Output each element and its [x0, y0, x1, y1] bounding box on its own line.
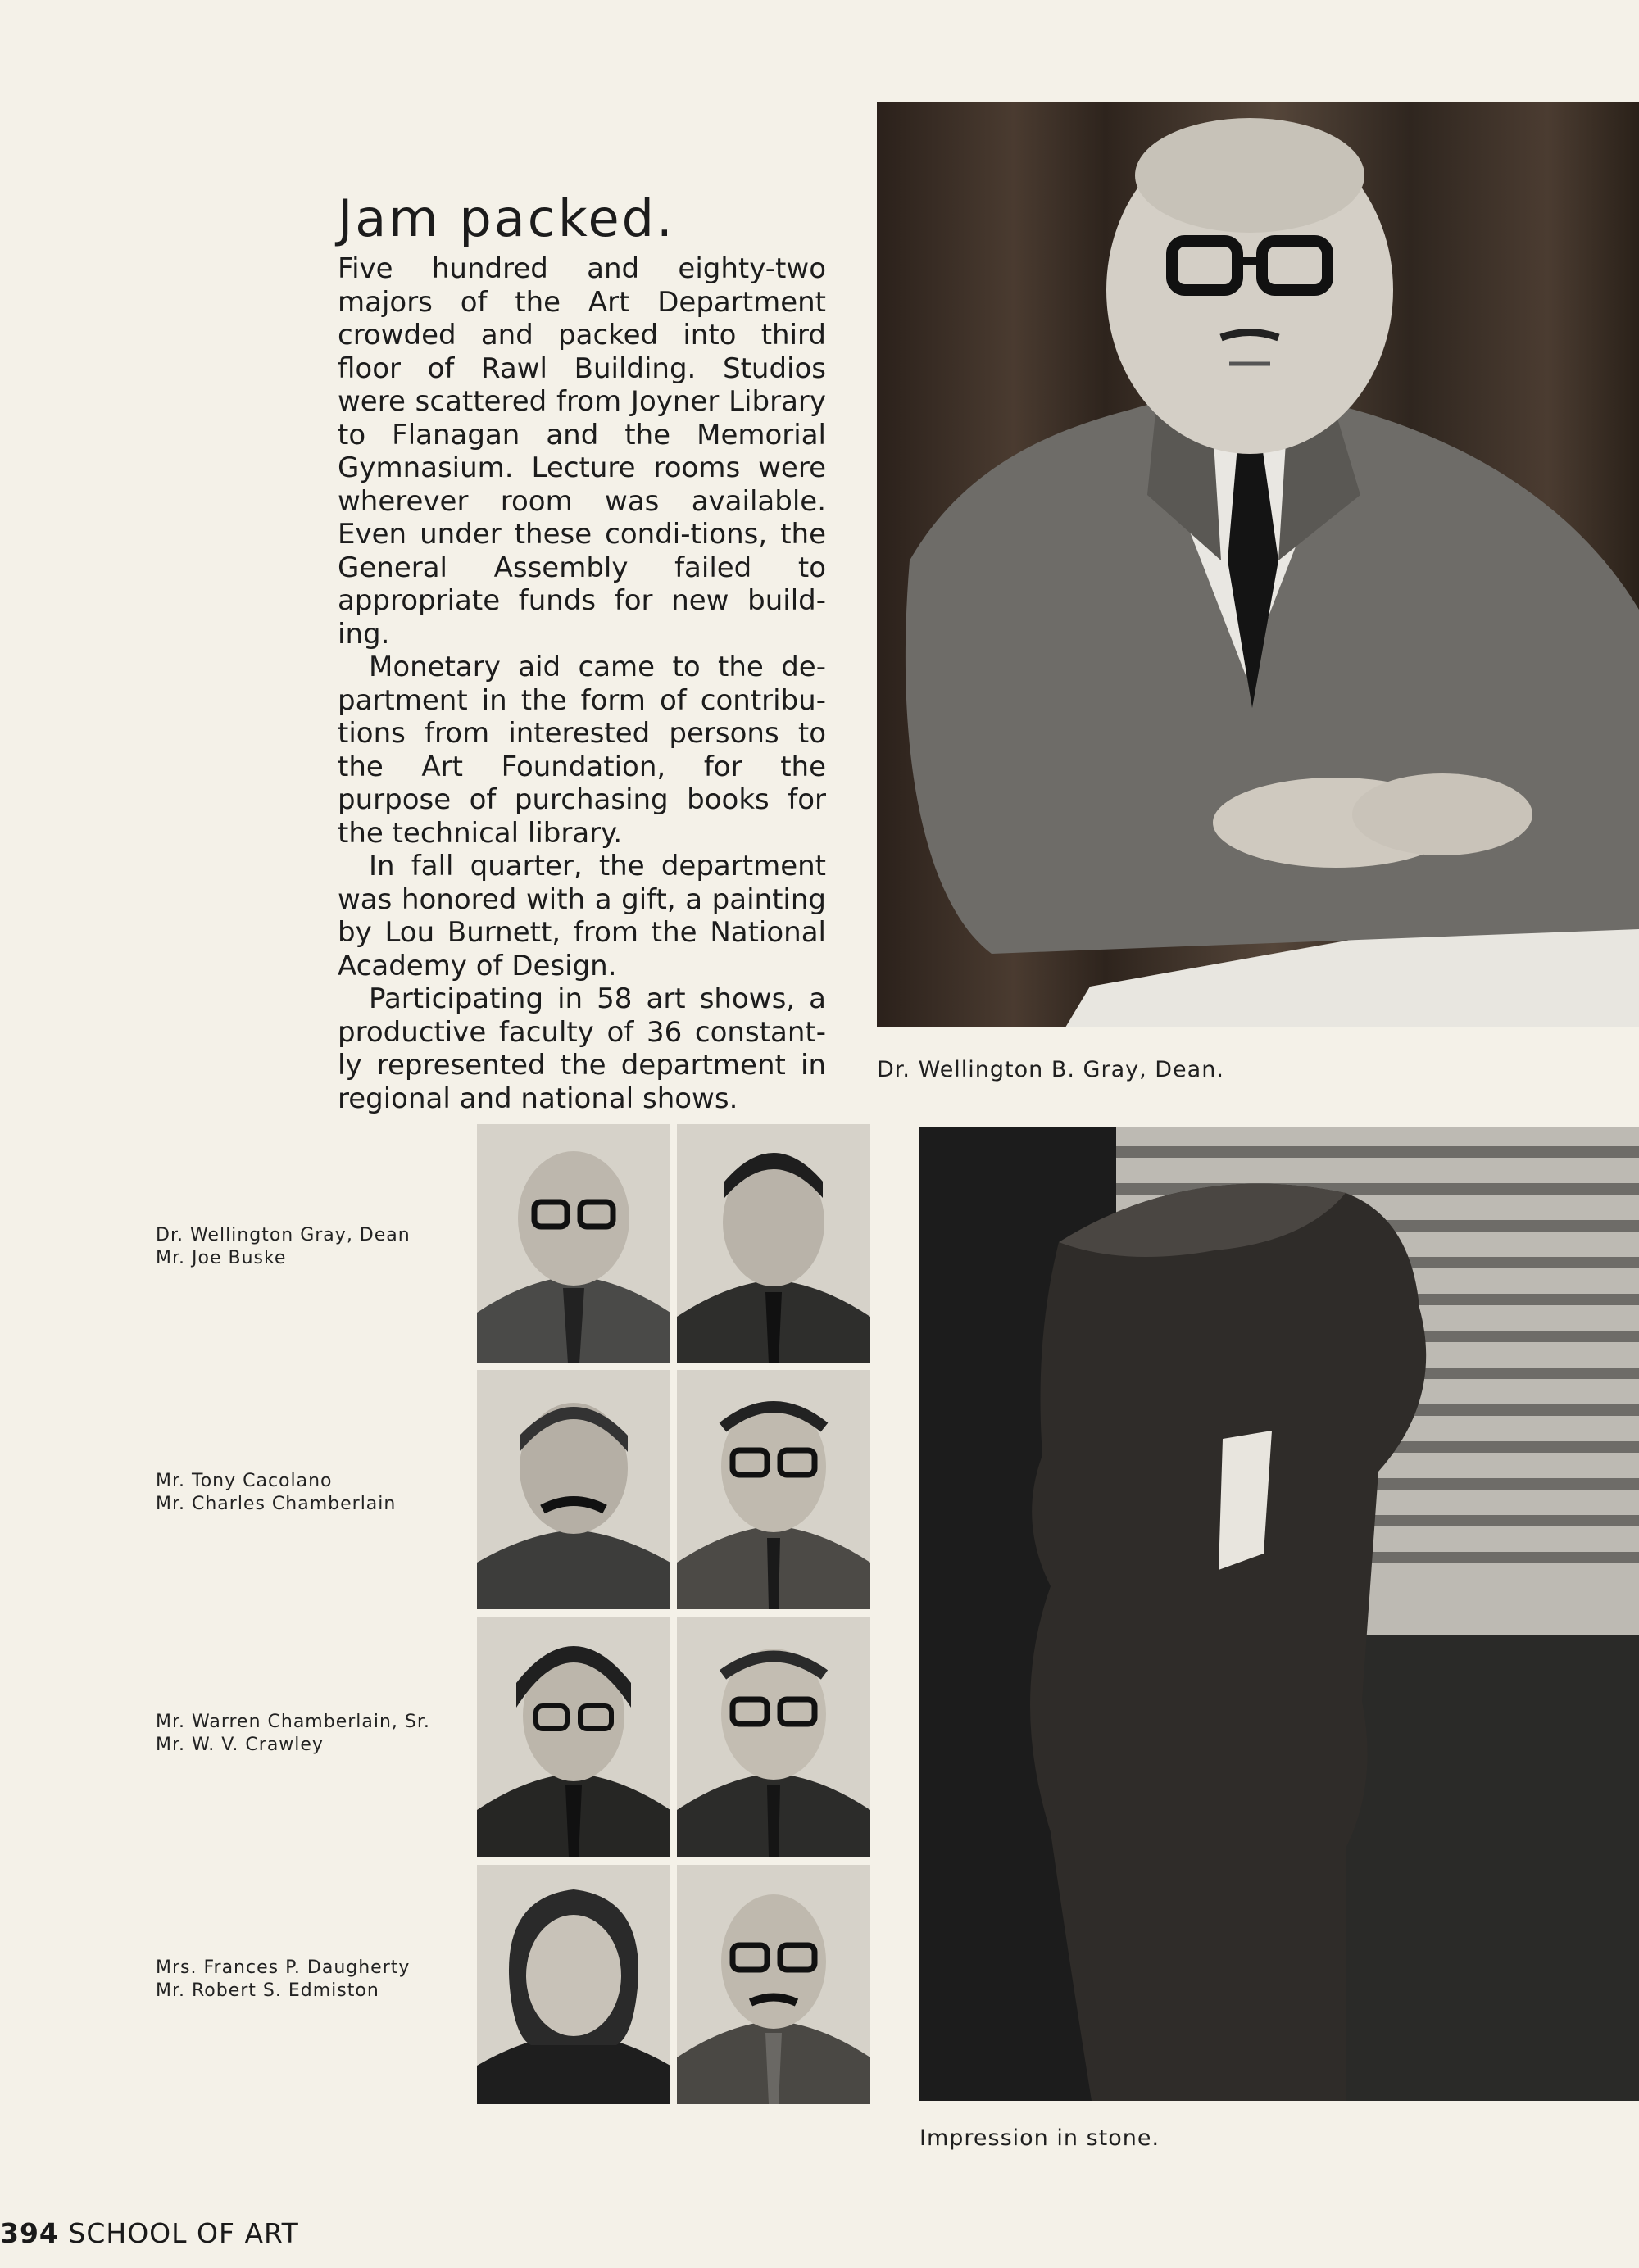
stone-sculpture-photograph [919, 1127, 1639, 2101]
dean-photo-caption: Dr. Wellington B. Gray, Dean. [877, 1057, 1224, 1082]
faculty-name: Mr. Warren Chamberlain, Sr. [156, 1712, 430, 1732]
stone-photo-caption: Impression in stone. [919, 2125, 1160, 2151]
faculty-name: Mr. Joe Buske [156, 1248, 287, 1268]
faculty-portrait [677, 1617, 870, 1857]
faculty-portrait [477, 1617, 670, 1857]
faculty-name: Mr. Charles Chamberlain [156, 1494, 397, 1514]
article-headline: Jam packed. [338, 188, 675, 248]
faculty-name: Mr. Robert S. Edmiston [156, 1980, 379, 2001]
page-footer [0, 2217, 299, 2249]
section-title: SCHOOL OF ART [68, 2217, 299, 2249]
faculty-portrait [677, 1124, 870, 1363]
article-body [338, 252, 826, 1115]
faculty-name: Mrs. Frances P. Daugherty [156, 1957, 411, 1978]
article-paragraph: Participating in 58 art shows, a productive faculty of 36 constant-ly represented the department in regional and national shows. [338, 982, 826, 1115]
dean-photo-illustration [877, 102, 1639, 1027]
faculty-name: Mr. Tony Cacolano [156, 1471, 333, 1491]
faculty-name: Dr. Wellington Gray, Dean [156, 1225, 411, 1245]
faculty-names-row-1 [156, 1224, 467, 1270]
dean-photograph [877, 102, 1639, 1027]
article-paragraph: Monetary aid came to the de-partment in the form of contribu-tions from interested persons to the Art Foundation, for the purpose of purchasing books for the technical library. [338, 651, 826, 850]
faculty-portrait [677, 1865, 870, 2104]
page-number: 394 [0, 2217, 59, 2249]
faculty-portrait [477, 1124, 670, 1363]
faculty-portrait [677, 1370, 870, 1609]
faculty-names-row-4 [156, 1957, 467, 2003]
faculty-names-row-2 [156, 1470, 467, 1516]
article-paragraph: Five hundred and eighty-two majors of the Art Department crowded and packed into third floor of Rawl Building. Studios were scattered from Joyner Library to Flanagan and the Memorial Gymnasium. Lecture rooms were wherever room was available. Even under these condi-tions, the General Assembly failed to appropriate funds for new build-ing. [338, 252, 826, 651]
faculty-portrait [477, 1370, 670, 1609]
faculty-portrait [477, 1865, 670, 2104]
faculty-name: Mr. W. V. Crawley [156, 1735, 324, 1755]
stone-photo-illustration [919, 1127, 1639, 2101]
article-paragraph: In fall quarter, the department was honored with a gift, a painting by Lou Burnett, from the National Academy of Design. [338, 850, 826, 982]
faculty-names-row-3 [156, 1711, 467, 1757]
